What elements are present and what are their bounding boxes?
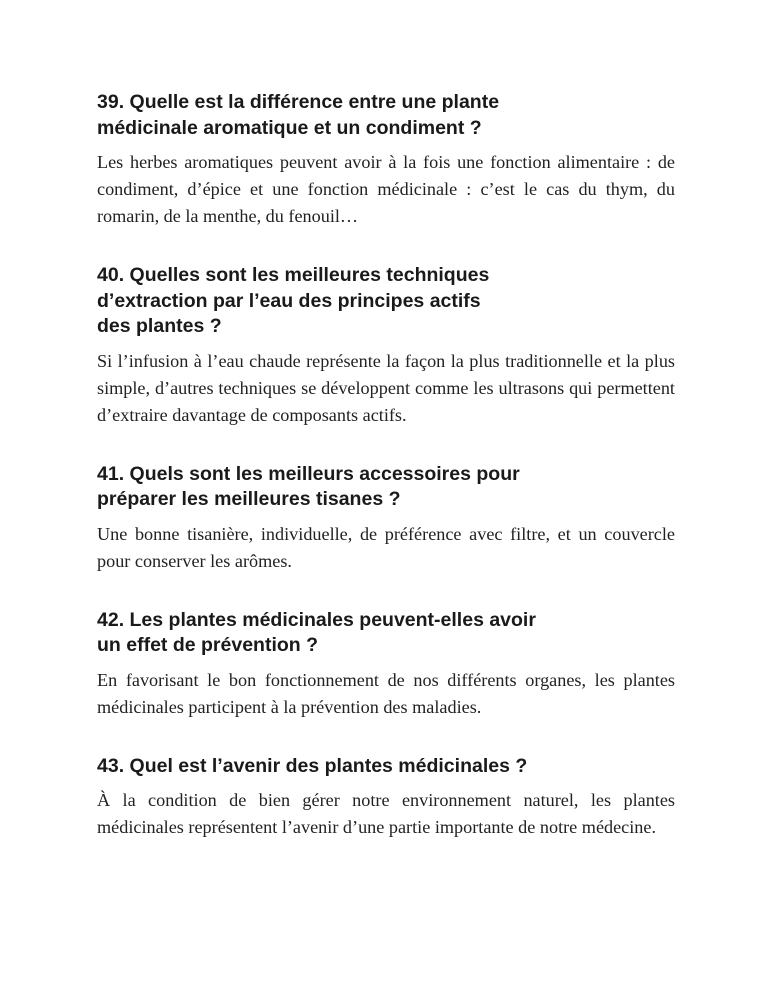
question-heading: 42. Les plantes médicinales peuvent-elles avoir un effet de prévention ?	[97, 608, 536, 656]
qa-item-40	[97, 263, 675, 429]
qa-item-43	[97, 754, 675, 842]
qa-item-42	[97, 608, 675, 721]
question-heading: 39. Quelle est la différence entre une plante médicinale aromatique et un condiment ?	[97, 91, 500, 139]
question-heading: 41. Quels sont les meilleurs accessoires pour préparer les meilleures tisanes ?	[97, 462, 520, 510]
answer-paragraph: Si l’infusion à l’eau chaude représente la façon la plus traditionnelle et la plus simple, d’autres techniques se développent comme les ultrasons qui permettent d’extraire davantage de composants actifs.	[97, 350, 675, 425]
answer-paragraph: Une bonne tisanière, individuelle, de préférence avec filtre, et un couvercle pour conserver les arômes.	[97, 523, 675, 571]
answer-paragraph: À la condition de bien gérer notre environnement naturel, les plantes médicinales représentent l’avenir d’une partie importante de notre médecine.	[97, 790, 675, 837]
answer-paragraph: En favorisant le bon fonctionnement de nos différents organes, les plantes médicinales participent à la prévention des maladies.	[97, 669, 675, 717]
document-page	[97, 90, 675, 874]
question-heading: 43. Quel est l’avenir des plantes médicinales ?	[97, 754, 528, 777]
qa-item-41	[97, 462, 675, 575]
question-heading: 40. Quelles sont les meilleures techniques d’extraction par l’eau des principes actifs des plantes ?	[97, 264, 490, 337]
answer-paragraph: Les herbes aromatiques peuvent avoir à la fois une fonction alimentaire : de condiment, d’épice et une fonction médicinale : c’est le cas du thym, du romarin, de la menthe, du fenouil…	[97, 152, 675, 226]
qa-item-39	[97, 90, 675, 230]
